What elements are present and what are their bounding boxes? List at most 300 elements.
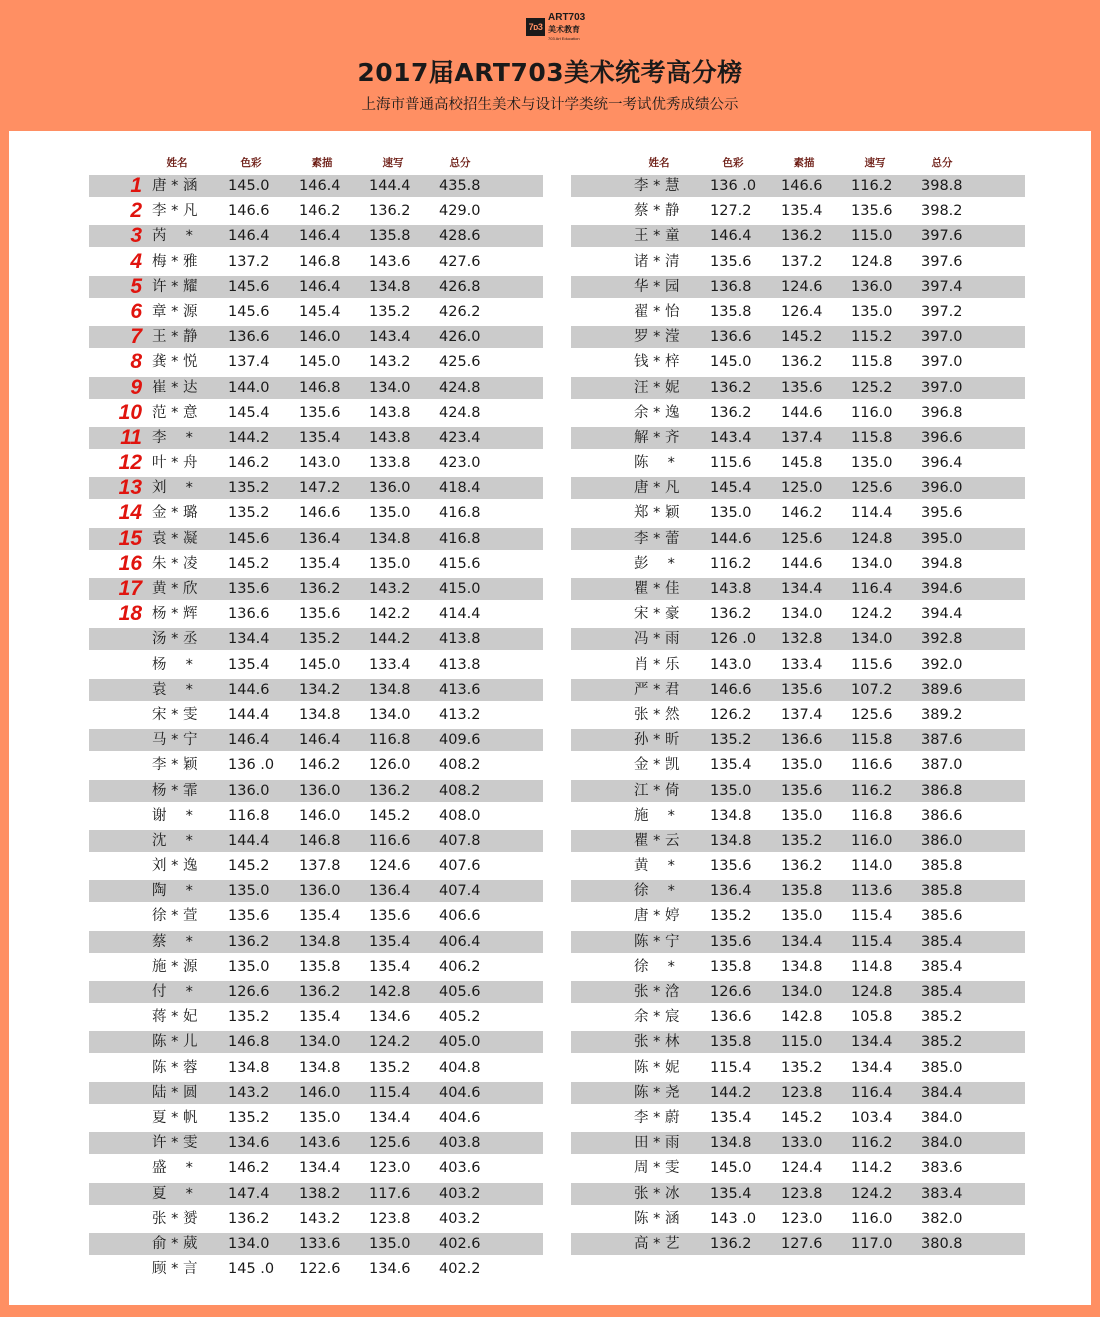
table-row <box>89 1082 543 1107</box>
table-row <box>89 578 543 603</box>
score-color: 136.2 <box>710 404 752 421</box>
score-total: 416.8 <box>439 505 481 522</box>
table-row <box>89 1233 543 1258</box>
student-name: 余 * 宸 <box>634 1009 680 1026</box>
score-color: 136.6 <box>228 606 270 623</box>
score-total: 394.8 <box>921 555 963 572</box>
score-quick: 125.6 <box>369 1135 411 1152</box>
score-sketch: 136.0 <box>299 883 341 900</box>
student-name: 刘 * 逸 <box>152 858 198 875</box>
score-total: 397.4 <box>921 278 963 295</box>
score-total: 385.8 <box>921 858 963 875</box>
score-sketch: 125.6 <box>781 530 823 547</box>
student-name: 沈 * <box>152 832 193 849</box>
student-name: 陈 * 儿 <box>152 1034 198 1051</box>
student-name: 徐 * <box>634 883 675 900</box>
score-color: 144.4 <box>228 832 270 849</box>
score-color: 116.8 <box>228 807 270 824</box>
table-row <box>571 981 1025 1006</box>
score-color: 126.2 <box>710 706 752 723</box>
table-row <box>571 880 1025 905</box>
score-total: 429.0 <box>439 203 481 220</box>
score-sketch: 135.4 <box>781 203 823 220</box>
score-total: 397.6 <box>921 253 963 270</box>
score-color: 134.0 <box>228 1235 270 1252</box>
score-total: 407.8 <box>439 832 481 849</box>
student-name: 余 * 逸 <box>634 404 680 421</box>
student-name: 蔡 * <box>152 933 193 950</box>
table-row <box>571 1006 1025 1031</box>
score-quick: 135.4 <box>369 958 411 975</box>
score-color: 143.8 <box>710 581 752 597</box>
table-row <box>89 905 543 930</box>
score-color: 145.2 <box>228 858 270 875</box>
student-name: 谢 * <box>152 807 193 824</box>
score-quick: 116.2 <box>851 782 893 799</box>
score-color: 136.6 <box>228 329 270 346</box>
score-quick: 115.4 <box>369 1084 411 1101</box>
score-total: 382.0 <box>921 1210 963 1227</box>
score-total: 405.0 <box>439 1034 481 1051</box>
score-quick: 116.6 <box>369 832 411 849</box>
score-color: 145.4 <box>228 404 270 421</box>
right-table-body <box>571 175 1025 1258</box>
score-total: 405.6 <box>439 984 481 1000</box>
score-quick: 124.8 <box>851 530 893 547</box>
score-color: 144.2 <box>710 1084 752 1101</box>
score-total: 395.0 <box>921 530 963 547</box>
score-quick: 134.4 <box>369 1109 411 1126</box>
score-sketch: 135.6 <box>781 681 823 698</box>
table-row <box>571 276 1025 301</box>
score-color: 135.2 <box>710 908 752 925</box>
table-row <box>89 880 543 905</box>
score-quick: 115.4 <box>851 908 893 925</box>
student-name: 张 * 冰 <box>634 1185 680 1202</box>
score-sketch: 145.2 <box>781 1109 823 1126</box>
student-name: 陈 * 蓉 <box>152 1059 198 1076</box>
score-total: 396.0 <box>921 480 963 497</box>
score-color: 136.6 <box>710 329 752 346</box>
score-total: 385.4 <box>921 933 963 950</box>
table-row <box>89 956 543 981</box>
table-row <box>571 931 1025 956</box>
score-total: 408.0 <box>439 807 481 824</box>
table-row <box>89 377 543 402</box>
score-total: 409.6 <box>439 732 481 749</box>
student-name: 付 * <box>152 984 193 1000</box>
score-quick: 142.2 <box>369 606 411 623</box>
score-sketch: 123.0 <box>781 1210 823 1227</box>
score-color: 135.0 <box>228 883 270 900</box>
score-sketch: 133.0 <box>781 1135 823 1152</box>
score-quick: 115.8 <box>851 732 893 749</box>
table-row <box>571 578 1025 603</box>
table-row <box>89 1132 543 1157</box>
table-row <box>571 729 1025 754</box>
table-row <box>571 200 1025 225</box>
table-row <box>571 603 1025 628</box>
table-row <box>571 528 1025 553</box>
score-color: 134.8 <box>710 807 752 824</box>
score-quick: 136.4 <box>369 883 411 900</box>
score-sketch: 123.8 <box>781 1185 823 1202</box>
score-quick: 123.8 <box>369 1210 411 1227</box>
student-name: 宋 * 雯 <box>152 706 198 723</box>
right-table-header <box>571 155 1025 171</box>
table-row <box>89 805 543 830</box>
score-sketch: 135.0 <box>781 757 823 774</box>
logo-name: ART703 <box>548 12 586 23</box>
score-quick: 134.4 <box>851 1059 893 1076</box>
student-name: 金 * 凯 <box>634 757 680 774</box>
score-total: 407.6 <box>439 858 481 875</box>
score-sketch: 135.0 <box>299 1109 341 1126</box>
student-name: 刘 * <box>152 480 193 497</box>
score-total: 413.2 <box>439 706 481 723</box>
score-total: 404.8 <box>439 1059 481 1076</box>
score-color: 135.8 <box>710 303 752 320</box>
score-total: 384.4 <box>921 1084 963 1101</box>
score-sketch: 135.4 <box>299 429 341 446</box>
score-quick: 116.0 <box>851 1210 893 1227</box>
score-sketch: 145.4 <box>299 303 341 320</box>
score-total: 424.8 <box>439 404 481 421</box>
table-row <box>571 855 1025 880</box>
score-color: 146.6 <box>228 203 270 220</box>
score-quick: 143.6 <box>369 253 411 270</box>
student-name: 李 * 凡 <box>152 203 198 220</box>
table-row <box>571 956 1025 981</box>
score-color: 145.4 <box>710 480 752 497</box>
table-row <box>571 225 1025 250</box>
student-name: 夏 * 帆 <box>152 1109 198 1126</box>
score-sketch: 136.2 <box>781 858 823 875</box>
score-color: 135.2 <box>228 480 270 497</box>
student-name: 盛 * <box>152 1160 193 1177</box>
score-color: 144.2 <box>228 429 270 446</box>
score-quick: 123.0 <box>369 1160 411 1177</box>
table-row <box>89 830 543 855</box>
table-row <box>571 301 1025 326</box>
score-sketch: 115.0 <box>781 1034 823 1051</box>
table-row <box>571 1183 1025 1208</box>
student-name: 钱 * 梓 <box>634 354 680 371</box>
table-row <box>571 175 1025 200</box>
score-quick: 114.4 <box>851 505 893 522</box>
table-row <box>571 1208 1025 1233</box>
score-quick: 107.2 <box>851 681 893 698</box>
score-sketch: 146.4 <box>299 278 341 295</box>
score-total: 385.2 <box>921 1034 963 1051</box>
student-name: 冯 * 雨 <box>634 631 680 648</box>
table-row <box>89 200 543 225</box>
student-name: 解 * 齐 <box>634 429 680 446</box>
score-color: 135.2 <box>228 1109 270 1126</box>
score-total: 415.6 <box>439 555 481 572</box>
score-total: 387.6 <box>921 732 963 749</box>
score-color: 135.8 <box>710 958 752 975</box>
score-total: 395.6 <box>921 505 963 522</box>
score-total: 425.6 <box>439 354 481 371</box>
student-name: 汪 * 妮 <box>634 379 680 396</box>
rank-number: 13 <box>118 476 142 500</box>
score-color: 136 .0 <box>228 757 275 774</box>
score-total: 404.6 <box>439 1084 481 1101</box>
student-name: 施 * 源 <box>152 958 198 975</box>
student-name: 袁 * 凝 <box>152 530 198 547</box>
score-total: 397.2 <box>921 303 963 320</box>
table-row <box>89 175 543 200</box>
score-total: 413.8 <box>439 656 481 673</box>
score-quick: 125.2 <box>851 379 893 396</box>
score-sketch: 146.4 <box>299 732 341 749</box>
score-color: 145.0 <box>228 178 270 194</box>
student-name: 陈 * 妮 <box>634 1059 680 1076</box>
student-name: 王 * 童 <box>634 228 680 245</box>
score-total: 424.8 <box>439 379 481 396</box>
score-sketch: 143.6 <box>299 1135 341 1152</box>
student-name: 翟 * 怡 <box>634 303 680 320</box>
score-quick: 135.2 <box>369 1059 411 1076</box>
score-sketch: 123.8 <box>781 1084 823 1101</box>
score-sketch: 146.2 <box>299 757 341 774</box>
score-color: 145.6 <box>228 278 270 295</box>
student-name: 瞿 * 云 <box>634 832 680 849</box>
student-name: 孙 * 昕 <box>634 732 680 749</box>
score-sketch: 137.4 <box>781 706 823 723</box>
score-color: 146.4 <box>710 228 752 245</box>
score-color: 144.0 <box>228 379 270 396</box>
student-name: 张 * 浛 <box>634 984 680 1000</box>
logo-text <box>548 12 585 41</box>
student-name: 张 * 然 <box>634 706 680 723</box>
table-row <box>571 1107 1025 1132</box>
score-sketch: 145.0 <box>299 354 341 371</box>
table-row <box>571 351 1025 376</box>
score-sketch: 143.2 <box>299 1210 341 1227</box>
score-sketch: 143.0 <box>299 455 341 472</box>
table-row <box>89 1157 543 1182</box>
score-quick: 114.2 <box>851 1160 893 1177</box>
header-total: 总分 <box>931 157 953 169</box>
score-total: 386.8 <box>921 782 963 799</box>
score-color: 134.8 <box>710 1135 752 1152</box>
table-row <box>89 981 543 1006</box>
table-row <box>89 654 543 679</box>
score-total: 386.0 <box>921 832 963 849</box>
score-total: 383.6 <box>921 1160 963 1177</box>
score-sketch: 136.2 <box>299 984 341 1000</box>
score-color: 136.6 <box>710 1009 752 1026</box>
student-name: 王 * 静 <box>152 329 198 346</box>
logo-name-en: 703 Art Education <box>548 36 580 41</box>
table-row <box>89 1031 543 1056</box>
table-row <box>89 1258 543 1283</box>
student-name: 周 * 雯 <box>634 1160 680 1177</box>
table-row <box>89 402 543 427</box>
score-quick: 136.2 <box>369 203 411 220</box>
score-total: 385.6 <box>921 908 963 925</box>
score-color: 143.4 <box>710 429 752 446</box>
score-quick: 124.2 <box>851 1185 893 1202</box>
score-color: 135.0 <box>710 782 752 799</box>
score-color: 136.2 <box>228 933 270 950</box>
score-color: 145 .0 <box>228 1261 275 1278</box>
score-sketch: 145.8 <box>781 455 823 472</box>
score-sketch: 146.0 <box>299 1084 341 1101</box>
brand-logo <box>526 12 585 41</box>
student-name: 罗 * 滢 <box>634 329 680 346</box>
score-total: 407.4 <box>439 883 481 900</box>
score-total: 385.2 <box>921 1009 963 1026</box>
table-row <box>89 931 543 956</box>
header-name: 姓名 <box>648 157 670 169</box>
score-quick: 134.6 <box>369 1009 411 1026</box>
table-row <box>571 452 1025 477</box>
student-name: 华 * 园 <box>634 278 680 295</box>
score-color: 135.2 <box>228 1009 270 1026</box>
score-total: 418.4 <box>439 480 481 497</box>
header-sketch: 素描 <box>793 157 815 169</box>
score-sketch: 144.6 <box>781 404 823 421</box>
score-total: 416.8 <box>439 530 481 547</box>
score-sketch: 134.8 <box>299 933 341 950</box>
score-sketch: 134.0 <box>299 1034 341 1051</box>
score-quick: 134.8 <box>369 278 411 295</box>
score-total: 397.0 <box>921 329 963 346</box>
student-name: 陈 * 涵 <box>634 1210 680 1227</box>
rank-number: 14 <box>118 501 142 525</box>
score-color: 136.2 <box>228 1210 270 1227</box>
score-total: 435.8 <box>439 178 481 194</box>
student-name: 徐 * <box>634 958 675 975</box>
score-sketch: 134.4 <box>781 581 823 597</box>
score-quick: 115.6 <box>851 656 893 673</box>
score-total: 392.0 <box>921 656 963 673</box>
score-quick: 117.6 <box>369 1185 411 1202</box>
score-color: 135.6 <box>710 858 752 875</box>
score-total: 413.6 <box>439 681 481 698</box>
score-quick: 115.8 <box>851 354 893 371</box>
score-color: 146.2 <box>228 1160 270 1177</box>
score-color: 144.4 <box>228 706 270 723</box>
page-title: 2017届ART703美术统考高分榜 <box>357 58 743 87</box>
score-quick: 116.0 <box>851 404 893 421</box>
table-row <box>571 1031 1025 1056</box>
score-color: 137.2 <box>228 253 270 270</box>
score-quick: 143.8 <box>369 404 411 421</box>
score-color: 144.6 <box>710 530 752 547</box>
score-color: 134.8 <box>228 1059 270 1076</box>
rank-number: 9 <box>130 375 142 399</box>
score-sketch: 145.0 <box>299 656 341 673</box>
table-row <box>571 1057 1025 1082</box>
score-total: 402.2 <box>439 1261 481 1278</box>
score-total: 383.4 <box>921 1185 963 1202</box>
student-name: 汤 * 丞 <box>152 631 198 648</box>
table-row <box>571 830 1025 855</box>
table-row <box>571 326 1025 351</box>
score-color: 136.2 <box>710 1235 752 1252</box>
table-row <box>89 553 543 578</box>
score-quick: 116.0 <box>851 832 893 849</box>
score-quick: 136.0 <box>851 278 893 295</box>
score-quick: 116.8 <box>851 807 893 824</box>
student-name: 叶 * 舟 <box>152 455 198 472</box>
score-sketch: 136.0 <box>299 782 341 799</box>
score-sketch: 144.6 <box>781 555 823 572</box>
score-color: 134.6 <box>228 1135 270 1152</box>
score-color: 126 .0 <box>710 631 757 648</box>
score-quick: 135.4 <box>369 933 411 950</box>
score-sketch: 137.2 <box>781 253 823 270</box>
score-sketch: 132.8 <box>781 631 823 648</box>
score-sketch: 124.6 <box>781 278 823 295</box>
score-total: 397.0 <box>921 379 963 396</box>
table-row <box>89 603 543 628</box>
score-total: 428.6 <box>439 228 481 245</box>
score-color: 145.2 <box>228 555 270 572</box>
rank-number: 3 <box>130 224 142 248</box>
table-row <box>89 528 543 553</box>
score-sketch: 134.4 <box>781 933 823 950</box>
rank-number: 6 <box>130 299 142 323</box>
score-quick: 134.0 <box>851 555 893 572</box>
score-color: 146.8 <box>228 1034 270 1051</box>
score-quick: 143.2 <box>369 354 411 371</box>
header-name: 姓名 <box>166 157 188 169</box>
table-row <box>571 377 1025 402</box>
score-color: 136.2 <box>710 606 752 623</box>
score-quick: 143.4 <box>369 329 411 346</box>
score-total: 398.8 <box>921 178 963 194</box>
page-subtitle: 上海市普通高校招生美术与设计学类统一考试优秀成绩公示 <box>361 97 739 113</box>
score-total: 394.4 <box>921 606 963 623</box>
header-color: 色彩 <box>722 157 744 169</box>
score-sketch: 146.8 <box>299 253 341 270</box>
table-row <box>89 780 543 805</box>
score-sketch: 135.6 <box>299 606 341 623</box>
score-sketch: 134.2 <box>299 681 341 698</box>
student-name: 顾 * 言 <box>152 1261 198 1278</box>
rank-number: 18 <box>118 602 142 626</box>
table-row <box>571 1132 1025 1157</box>
score-color: 116.2 <box>710 555 752 572</box>
rank-number: 2 <box>130 199 142 223</box>
student-name: 杨 * <box>152 656 193 673</box>
student-name: 高 * 艺 <box>634 1235 680 1252</box>
score-color: 146.2 <box>228 455 270 472</box>
score-quick: 134.0 <box>369 379 411 396</box>
score-quick: 134.0 <box>369 706 411 723</box>
student-name: 范 * 意 <box>152 404 198 421</box>
score-sketch: 133.4 <box>781 656 823 673</box>
table-row <box>89 704 543 729</box>
score-total: 385.4 <box>921 958 963 975</box>
score-color: 143.2 <box>228 1084 270 1101</box>
student-name: 江 * 倚 <box>634 782 680 799</box>
table-row <box>89 351 543 376</box>
student-name: 陆 * 圆 <box>152 1084 198 1101</box>
score-color: 135.4 <box>710 1109 752 1126</box>
score-total: 406.2 <box>439 958 481 975</box>
score-quick: 143.8 <box>369 429 411 446</box>
score-quick: 125.6 <box>851 480 893 497</box>
header-sketch: 素描 <box>311 157 333 169</box>
score-total: 403.2 <box>439 1185 481 1202</box>
student-name: 李 * 蕾 <box>634 530 680 547</box>
